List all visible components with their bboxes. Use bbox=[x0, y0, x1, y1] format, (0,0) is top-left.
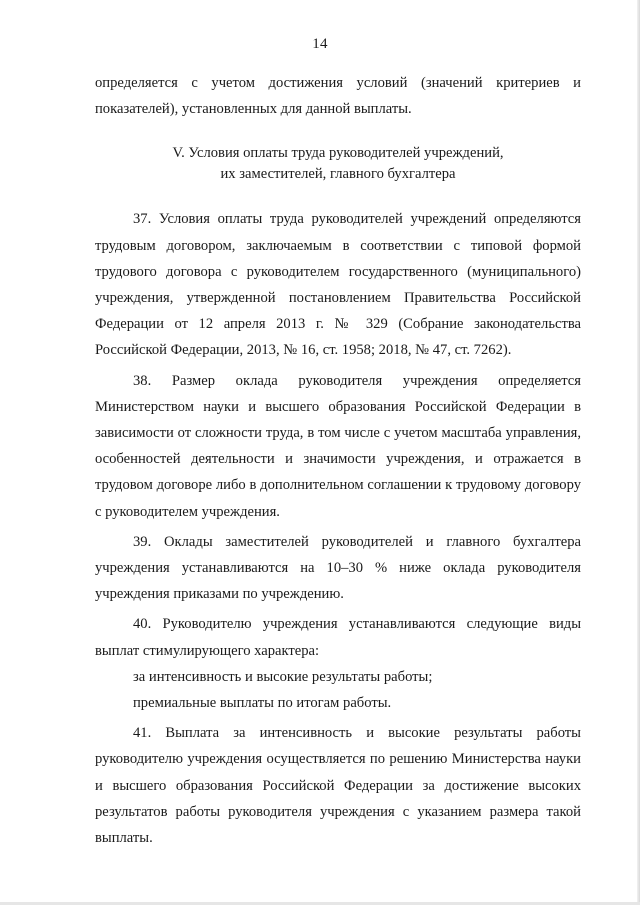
intro-paragraph: определяется с учетом достижения условий (значений критериев и показателей), установленных для данной выплаты. bbox=[95, 75, 581, 118]
paragraph-39: 39. Оклады заместителей руководителей и главного бухгалтера учреждения устанавливаются на 10–30 % ниже оклада руководителя учреждения приказами по учреждению. bbox=[95, 533, 581, 603]
section-heading bbox=[95, 143, 581, 185]
page-number: 14 bbox=[312, 36, 328, 52]
paragraph-40-item-1: за интенсивность и высокие результаты работы; bbox=[133, 668, 433, 685]
paragraph-41: 41. Выплата за интенсивность и высокие результаты работы руководителю учреждения осуществляется по решению Министерства науки и высшего образования Российской Федерации за достижение высоких результатов работы руководителя учреждения с указанием размера такой выплаты. bbox=[95, 725, 581, 847]
paragraph-37: 37. Условия оплаты труда руководителей учреждений определяются трудовым договором, заключаемым в соответствии с типовой формой трудового договора с руководителем государственного (муниципального) учреждения, утвержденной постановлением Правительства Российской Федерации от 12 апреля 2013 г. № 329 (Собрание законодательства Российской Федерации, 2013, № 16, ст. 1958; 2018, № 47, ст. 7262). bbox=[95, 211, 581, 359]
paragraph-40-item-2: премиальные выплаты по итогам работы. bbox=[133, 695, 392, 712]
paragraph-40: 40. Руководителю учреждения устанавливаются следующие виды выплат стимулирующего характера: bbox=[95, 616, 581, 659]
page-body bbox=[95, 70, 581, 851]
paragraph-38: 38. Размер оклада руководителя учреждения определяется Министерством науки и высшего образования Российской Федерации в зависимости от сложности труда, в том числе с учетом масштаба управления, особенностей деятельности и значимости учреждения, и отражается в трудовом договоре либо в дополнительном соглашении к трудовому договору с руководителем учреждения. bbox=[95, 372, 581, 520]
section-heading-line-2: их заместителей, главного бухгалтера bbox=[220, 166, 456, 183]
section-heading-line-1: V. Условия оплаты труда руководителей учреждений, bbox=[172, 145, 504, 162]
